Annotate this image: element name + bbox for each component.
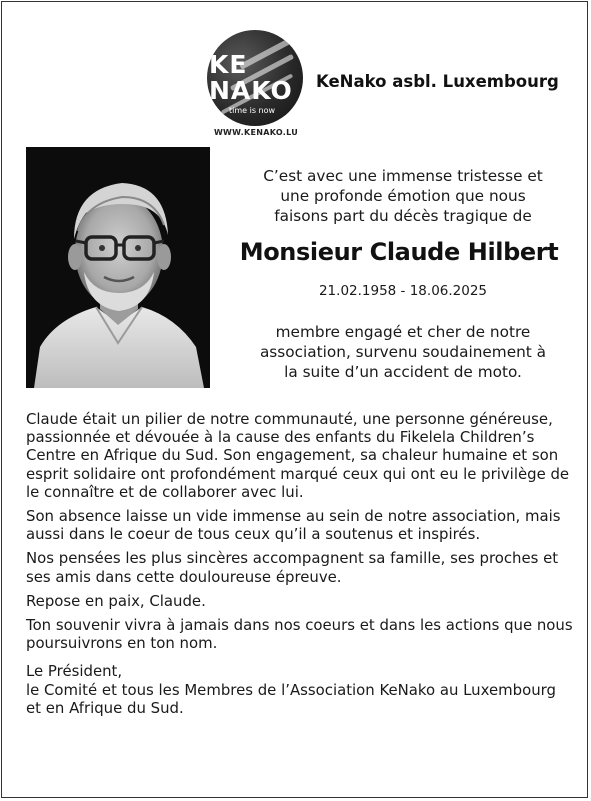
intro-line: C’est avec une immense tristesse et (263, 167, 543, 185)
role-text (224, 322, 582, 382)
role-line: association, survenu soudainement à (259, 343, 547, 361)
life-dates: 21.02.1958 - 18.06.2025 (318, 283, 488, 299)
logo-word-bottom: NAKO (209, 76, 293, 105)
intro-line: faisons part du décès tragique de (274, 207, 532, 225)
intro-text (224, 166, 582, 226)
kenako-logo (207, 30, 303, 126)
organization-name: KeNako asbl. Luxembourg (316, 72, 559, 91)
signature-committee: le Comité et tous les Membres de l’Association KeNako au Luxembourg et en Afrique du Sud. (26, 680, 556, 717)
signature (26, 662, 574, 717)
deceased-name: Monsieur Claude Hilbert (239, 238, 559, 266)
logo-tagline: time is now (229, 106, 276, 115)
logo-word-top: KE (209, 50, 248, 79)
body-paragraph: Claude était un pilier de notre communauté, une personne généreuse, passionnée et dévouée à la cause des enfants du Fikelela Children’s Centre en Afrique du Sud. Son engagement, sa chaleur humaine et son esprit solidaire ont profondément marqué ceux qui ont eu le privilège de le connaître et de collaborer avec lui. (26, 410, 570, 501)
body-paragraph: Repose en paix, Claude. (26, 591, 206, 610)
portrait-photo (26, 147, 210, 388)
role-line: membre engagé et cher de notre (275, 323, 531, 341)
signature-title: Le Président, (26, 662, 123, 681)
body-paragraph: Son absence laisse un vide immense au sein de notre association, mais aussi dans le coeur de tous ceux qu’il a soutenus et inspirés. (26, 507, 561, 544)
role-line: la suite d’un accident de moto. (284, 363, 522, 381)
body-paragraph: Ton souvenir vivra à jamais dans nos coeurs et dans les actions que nous poursuivrons en ton nom. (26, 616, 573, 653)
intro-line: une profonde émotion que nous (280, 187, 526, 205)
notice-body (26, 410, 574, 717)
body-paragraph: Nos pensées les plus sincères accompagnent sa famille, ses proches et ses amis dans cette douloureuse épreuve. (26, 549, 559, 586)
logo-url: WWW.KENAKO.LU (213, 128, 299, 137)
